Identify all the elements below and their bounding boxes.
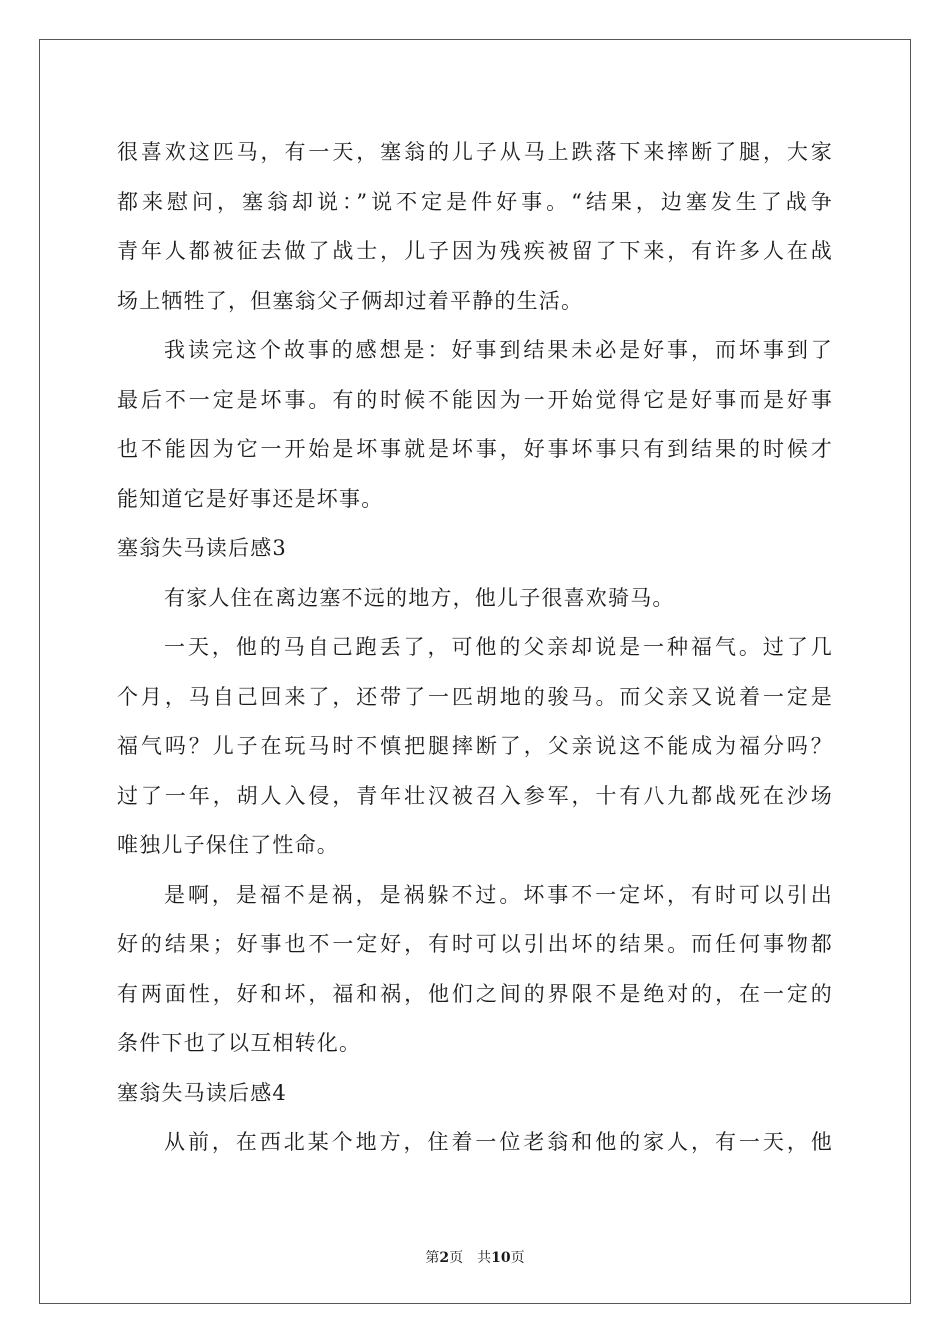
footer-total-prefix: 共 — [477, 1250, 492, 1266]
text-line: 唯独儿子保住了性命。 — [117, 833, 339, 857]
text-line: 青年人都被征去做了战士，儿子因为残疾被留了下来，有许多人在战 — [117, 239, 833, 263]
text-line: 条件下也了以互相转化。 — [117, 1031, 362, 1055]
text-line: 场上牺牲了，但塞翁父子俩却过着平静的生活。 — [117, 288, 584, 313]
text-line: 也不能因为它一开始是坏事就是坏事，好事坏事只有到结果的时候才 — [117, 437, 833, 461]
page-footer — [0, 1247, 950, 1267]
section-heading: 塞翁失马读后感3 — [117, 536, 287, 560]
current-page-number: 2 — [439, 1250, 450, 1266]
paragraph-start-line: 我读完这个故事的感想是：好事到结果未必是好事，而坏事到了 — [164, 338, 833, 362]
text-line: 最后不一定是坏事。有的时候不能因为一开始觉得它是好事而是好事 — [117, 387, 833, 412]
footer-total-suffix: 页 — [510, 1250, 525, 1266]
document-body — [117, 128, 833, 1168]
paragraph-start-line: 从前，在西北某个地方，住着一位老翁和他的家人，有一天，他 — [164, 1130, 833, 1154]
paragraph-start-line: 有家人住在离边塞不远的地方，他儿子很喜欢骑马。 — [164, 585, 675, 610]
footer-page-suffix: 页 — [449, 1250, 464, 1266]
text-line: 个月，马自己回来了，还带了一匹胡地的骏马。而父亲又说着一定是 — [117, 684, 833, 709]
text-line: 很喜欢这匹马，有一天，塞翁的儿子从马上跌落下来摔断了腿，大家 — [117, 140, 833, 164]
paragraph-start-line: 是啊，是福不是祸，是祸躲不过。坏事不一定坏，有时可以引出 — [164, 882, 833, 907]
text-line: 过了一年，胡人入侵，青年壮汉被召入参军，十有八九都战死在沙场 — [117, 783, 833, 808]
text-line: 有两面性，好和坏，福和祸，他们之间的界限不是绝对的，在一定的 — [117, 981, 833, 1006]
section-heading: 塞翁失马读后感4 — [117, 1080, 287, 1105]
text-line: 都来慰问，塞翁却说：”说不定是件好事。“结果，边塞发生了战争 — [117, 189, 833, 214]
total-page-count: 10 — [491, 1250, 511, 1266]
paragraph-start-line: 一天，他的马自己跑丢了，可他的父亲却说是一种福气。过了几 — [164, 635, 833, 659]
footer-prefix: 第 — [425, 1250, 440, 1266]
text-line: 好的结果；好事也不一定好，有时可以引出坏的结果。而任何事物都 — [117, 932, 833, 956]
text-line: 福气吗？儿子在玩马时不慎把腿摔断了，父亲说这不能成为福分吗？ — [117, 734, 833, 758]
text-line: 能知道它是好事还是坏事。 — [117, 486, 384, 511]
